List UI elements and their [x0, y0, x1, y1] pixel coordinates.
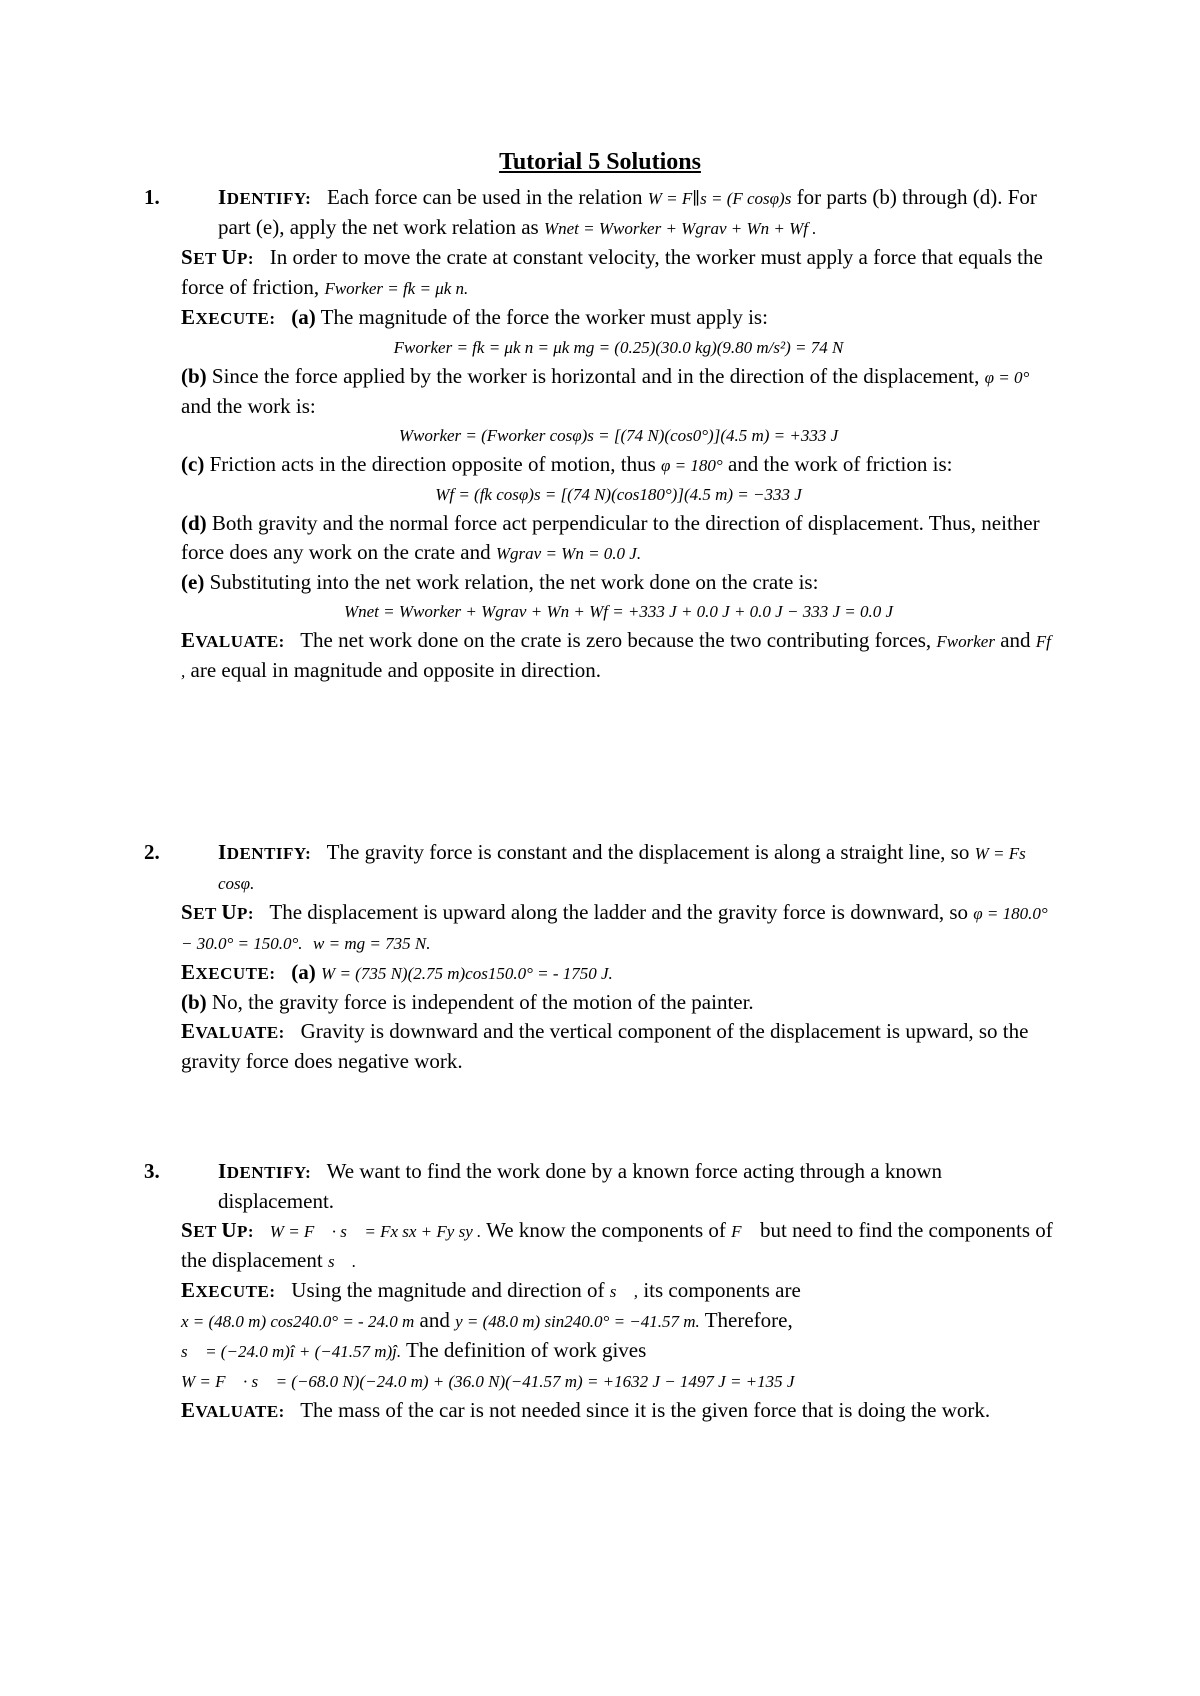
- equation: Ff ,: [181, 632, 1051, 681]
- equation: F⃗: [731, 1222, 755, 1241]
- execute-label: EXECUTE:: [181, 1278, 276, 1302]
- equation: x = (48.0 m) cos240.0° = - 24.0 m: [181, 1312, 415, 1331]
- equation: W = F⃗ · s⃗ = (−68.0 N)(−24.0 m) + (36.0 N)(−41.57 m) = +1632 J − 1497 J = +135 J: [181, 1372, 795, 1391]
- p3-execute: EXECUTE: Using the magnitude and direction of s⃗ , its components are: [181, 1278, 801, 1302]
- p2-execute: [181, 958, 1056, 988]
- p1-part-e: (e) Substituting into the net work relation, the net work done on the crate is:: [181, 570, 819, 594]
- p3-identify: 3. IDENTIFY: We want to find the work done by a known force acting through a known displacement.: [144, 1159, 942, 1213]
- equation: W = (735 N)(2.75 m)cos150.0° = - 1750 J.: [321, 964, 613, 983]
- p1-setup: SET UP: In order to move the crate at constant velocity, the worker must apply a force that equals the force of friction, Fworker = fk = μk n.: [181, 245, 1043, 299]
- identify-label: IDENTIFY:: [218, 185, 312, 209]
- p2-evaluate: EVALUATE: Gravity is downward and the vertical component of the displacement is upward, so the gravity force does negative work.: [181, 1019, 1029, 1073]
- p1-evaluate: EVALUATE: The net work done on the crate is zero because the two contributing forces, Fworker and Ff , are equal in magnitude and opposite in direction.: [181, 628, 1051, 682]
- equation: W = Fs cosφ.: [218, 844, 1026, 893]
- execute-label: EXECUTE:: [181, 305, 276, 329]
- problem-2: [144, 838, 1056, 1076]
- execute-label: EXECUTE:: [181, 960, 276, 984]
- setup-label: SET UP:: [181, 900, 255, 924]
- equation: s⃗ = (−24.0 m)î + (−41.57 m)ĵ.: [181, 1342, 402, 1361]
- part-label: (a): [291, 960, 316, 984]
- p1-number: 1.: [144, 185, 160, 209]
- equation: Wgrav = Wn = 0.0 J.: [495, 544, 642, 563]
- evaluate-label: EVALUATE:: [181, 1398, 285, 1422]
- p3-setup: SET UP: W = F⃗ · s⃗ = Fx sx + Fy sy . We know the components of F⃗ but need to find the components of the displacement s⃗ .: [181, 1218, 1053, 1272]
- part-label: (b): [181, 364, 207, 388]
- equation-a: Fworker = fk = μk n = μk mg = (0.25)(30.0 kg)(9.80 m/s²) = 74 N: [393, 338, 844, 357]
- part-label: (b): [181, 990, 207, 1014]
- p1-execute: EXECUTE: (a) The magnitude of the force the worker must apply is:: [181, 305, 768, 329]
- equation: φ = 180.0° − 30.0° = 150.0°.: [181, 904, 1048, 953]
- equation: s⃗ .: [327, 1252, 357, 1271]
- equation: φ = 0°: [984, 368, 1030, 387]
- part-label: (d): [181, 511, 207, 535]
- part-label: (e): [181, 570, 205, 594]
- equation-c: Wf = (fk cosφ)s = [(74 N)(cos180°)](4.5 m) = −333 J: [435, 485, 802, 504]
- p2-part-b: (b) No, the gravity force is independent of the motion of the painter.: [181, 990, 754, 1014]
- equation-b: Wworker = (Fworker cosφ)s = [(74 N)(cos0°)](4.5 m) = +333 J: [398, 426, 839, 445]
- p1-part-c: (c) Friction acts in the direction opposite of motion, thus φ = 180° and the work of friction is:: [181, 452, 953, 476]
- p3-work: [181, 1366, 1056, 1396]
- p2-number: 2.: [144, 840, 160, 864]
- equation: Fworker = fk = μk n.: [324, 279, 469, 298]
- problem-3: [144, 1157, 1056, 1426]
- equation-e: Wnet = Wworker + Wgrav + Wn + Wf = +333 J + 0.0 J + 0.0 J − 333 J = 0.0 J: [343, 602, 894, 621]
- identify-label: IDENTIFY:: [218, 1159, 312, 1183]
- setup-label: SET UP:: [181, 1218, 255, 1242]
- p1-identify: 1. IDENTIFY: Each force can be used in the relation W = F∥s = (F cosφ)s for parts (b) through (d). For part (e), apply the net work relation as Wnet = Wworker + Wgrav + Wn + Wf .: [144, 185, 1037, 239]
- p3-components: x = (48.0 m) cos240.0° = - 24.0 m and y = (48.0 m) sin240.0° = −41.57 m. Therefore,: [181, 1308, 793, 1332]
- p3-evaluate: EVALUATE: The mass of the car is not needed since it is the given force that is doing the work.: [181, 1398, 991, 1422]
- problem-1: [144, 183, 1056, 686]
- evaluate-label: EVALUATE:: [181, 1019, 285, 1043]
- equation: φ = 180°: [661, 456, 723, 475]
- equation: W = F∥s = (F cosφ)s: [647, 189, 792, 208]
- equation: y = (48.0 m) sin240.0° = −41.57 m.: [455, 1312, 700, 1331]
- equation: Wnet = Wworker + Wgrav + Wn + Wf .: [543, 219, 817, 238]
- part-label: (a): [291, 305, 316, 329]
- page-title: Tutorial 5 Solutions: [499, 149, 701, 175]
- identify-label: IDENTIFY:: [218, 840, 312, 864]
- equation: w = mg = 735 N.: [313, 934, 431, 953]
- equation: s⃗ ,: [609, 1282, 639, 1301]
- equation: W = F⃗ · s⃗ = Fx sx + Fy sy .: [269, 1222, 482, 1241]
- p2-setup: SET UP: The displacement is upward along the ladder and the gravity force is downward, so φ = 180.0° − 30.0° = 150.0°. w = mg = 735 N.: [181, 900, 1048, 953]
- part-label: (c): [181, 452, 205, 476]
- p3-number: 3.: [144, 1159, 160, 1183]
- p2-identify: 2. IDENTIFY: The gravity force is constant and the displacement is along a straight line, so W = Fs cosφ.: [144, 840, 1026, 893]
- p3-svec: s⃗ = (−24.0 m)î + (−41.57 m)ĵ. The definition of work gives: [181, 1338, 647, 1362]
- evaluate-label: EVALUATE:: [181, 628, 285, 652]
- setup-label: SET UP:: [181, 245, 255, 269]
- p1-part-d: (d) Both gravity and the normal force act perpendicular to the direction of displacement. Thus, neither force does any work on the crate and Wgrav = Wn = 0.0 J.: [181, 511, 1040, 564]
- p1-part-b: (b) Since the force applied by the worker is horizontal and in the direction of the displacement, φ = 0° and the work is:: [181, 364, 1030, 418]
- equation: Fworker: [936, 632, 995, 651]
